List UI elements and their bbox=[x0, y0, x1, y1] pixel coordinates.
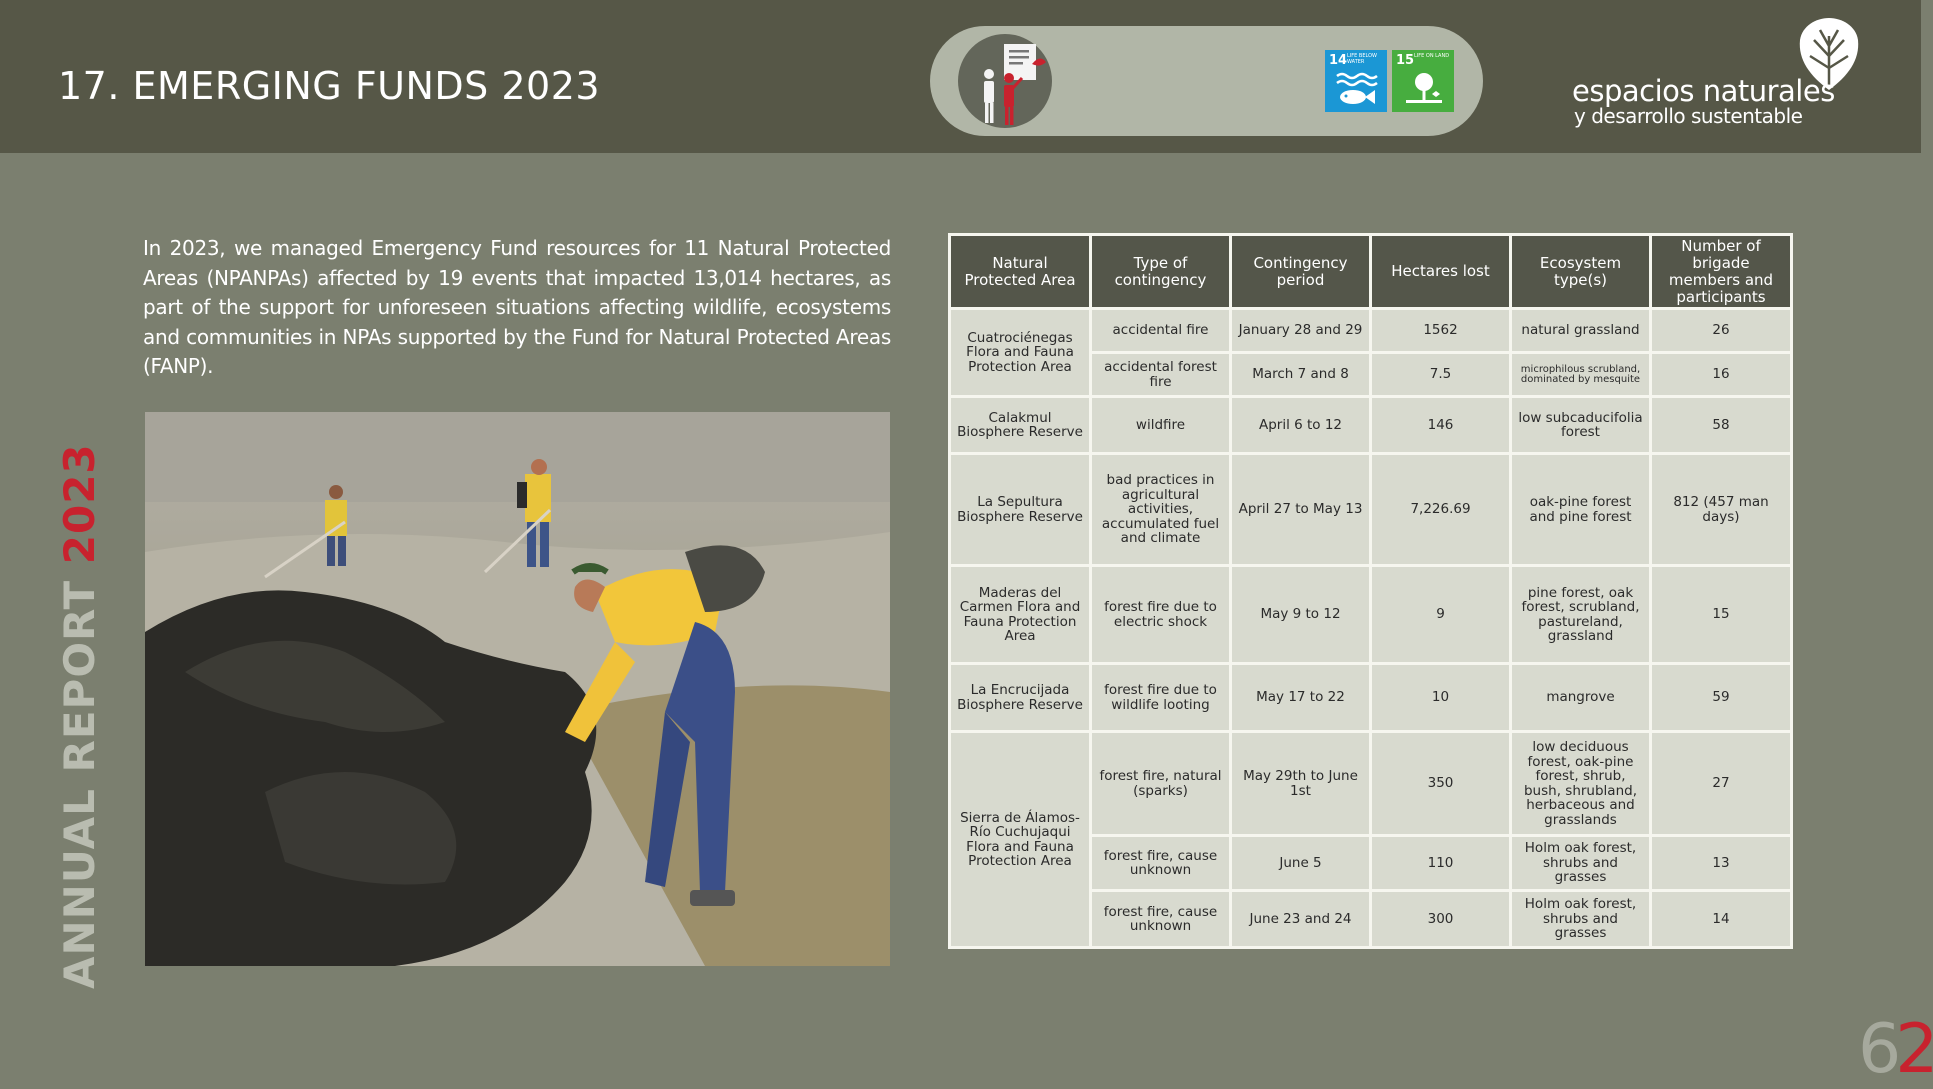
members-cell: 13 bbox=[1651, 836, 1792, 891]
annual-report-side-title bbox=[55, 443, 104, 989]
header-type: Type of contingency bbox=[1091, 235, 1231, 309]
hectares-cell: 7.5 bbox=[1371, 353, 1511, 397]
sdg-15-number: 15 bbox=[1396, 53, 1415, 68]
ecosystem-cell: microphilous scrubland, dominated by mesquite bbox=[1511, 353, 1651, 397]
ecosystem-cell: Holm oak forest, shrubs and grasses bbox=[1511, 836, 1651, 891]
type-cell: forest fire, natural (sparks) bbox=[1091, 732, 1231, 836]
ecosystem-cell: low subcaducifolia forest bbox=[1511, 397, 1651, 454]
ecosystem-cell: natural grassland bbox=[1511, 309, 1651, 353]
table-row bbox=[950, 309, 1792, 353]
type-cell: forest fire, cause unknown bbox=[1091, 891, 1231, 948]
table-header-row bbox=[950, 235, 1792, 309]
organization-logo bbox=[1572, 16, 1872, 136]
side-title-year: 2023 bbox=[55, 443, 104, 565]
members-cell: 26 bbox=[1651, 309, 1792, 353]
page-number-b: 2 bbox=[1895, 1010, 1933, 1089]
period-cell: April 6 to 12 bbox=[1231, 397, 1371, 454]
table-row bbox=[950, 732, 1792, 836]
hectares-cell: 7,226.69 bbox=[1371, 454, 1511, 566]
period-cell: May 17 to 22 bbox=[1231, 664, 1371, 732]
hectares-cell: 350 bbox=[1371, 732, 1511, 836]
sdg-14-badge bbox=[1325, 50, 1387, 112]
intro-paragraph: In 2023, we managed Emergency Fund resources for 11 Natural Protected Areas (NPANPAs) affected by 19 events that impacted 13,014 hectares, as part of the support for unforeseen situations affecting wildlife, ecosystems and communities in NPAs supported by the Fund for Natural Protected Areas (FANP). bbox=[143, 236, 891, 378]
ecosystem-cell: low deciduous forest, oak-pine forest, shrub, bush, shrubland, herbaceous and grasslands bbox=[1511, 732, 1651, 836]
hectares-cell: 1562 bbox=[1371, 309, 1511, 353]
period-cell: June 23 and 24 bbox=[1231, 891, 1371, 948]
area-cell: Calakmul Biosphere Reserve bbox=[950, 397, 1091, 454]
type-cell: accidental forest fire bbox=[1091, 353, 1231, 397]
page-number-a: 6 bbox=[1858, 1010, 1896, 1089]
type-cell: bad practices in agricultural activities, accumulated fuel and climate bbox=[1091, 454, 1231, 566]
page-title: 17. EMERGING FUNDS 2023 bbox=[58, 64, 601, 108]
area-cell: La Encrucijada Biosphere Reserve bbox=[950, 664, 1091, 732]
sdg-15-badge bbox=[1392, 50, 1454, 112]
members-cell: 14 bbox=[1651, 891, 1792, 948]
page-number bbox=[1858, 1010, 1933, 1089]
logo-subtitle: y desarrollo sustentable bbox=[1574, 104, 1803, 128]
members-cell: 59 bbox=[1651, 664, 1792, 732]
period-cell: June 5 bbox=[1231, 836, 1371, 891]
area-cell: Maderas del Carmen Flora and Fauna Protection Area bbox=[950, 566, 1091, 664]
sdg-14-number: 14 bbox=[1329, 53, 1348, 68]
area-cell: Cuatrociénegas Flora and Fauna Protection Area bbox=[950, 309, 1091, 397]
header-bar bbox=[0, 0, 1921, 153]
ecosystem-cell: Holm oak forest, shrubs and grasses bbox=[1511, 891, 1651, 948]
header-area: Natural Protected Area bbox=[950, 235, 1091, 309]
members-cell: 16 bbox=[1651, 353, 1792, 397]
emergency-funds-table bbox=[948, 233, 1793, 949]
members-cell: 812 (457 man days) bbox=[1651, 454, 1792, 566]
table-row bbox=[950, 397, 1792, 454]
members-cell: 27 bbox=[1651, 732, 1792, 836]
ecosystem-cell: pine forest, oak forest, scrubland, pastureland, grassland bbox=[1511, 566, 1651, 664]
period-cell: March 7 and 8 bbox=[1231, 353, 1371, 397]
sdg-14-label: LIFE BELOW WATER bbox=[1347, 53, 1377, 65]
period-cell: May 29th to June 1st bbox=[1231, 732, 1371, 836]
hectares-cell: 110 bbox=[1371, 836, 1511, 891]
type-cell: forest fire, cause unknown bbox=[1091, 836, 1231, 891]
type-cell: wildfire bbox=[1091, 397, 1231, 454]
logo-name: espacios naturales bbox=[1572, 74, 1835, 108]
header-hectares: Hectares lost bbox=[1371, 235, 1511, 309]
header-period: Contingency period bbox=[1231, 235, 1371, 309]
fish-icon bbox=[1333, 70, 1379, 108]
ecosystem-cell: mangrove bbox=[1511, 664, 1651, 732]
area-cell: Sierra de Álamos-Río Cuchujaqui Flora and Fauna Protection Area bbox=[950, 732, 1091, 948]
area-cell: La Sepultura Biosphere Reserve bbox=[950, 454, 1091, 566]
side-title-text: ANNUAL REPORT bbox=[55, 564, 104, 989]
period-cell: May 9 to 12 bbox=[1231, 566, 1371, 664]
members-cell: 58 bbox=[1651, 397, 1792, 454]
hectares-cell: 146 bbox=[1371, 397, 1511, 454]
sdg-panel bbox=[930, 26, 1483, 136]
hectares-cell: 300 bbox=[1371, 891, 1511, 948]
type-cell: accidental fire bbox=[1091, 309, 1231, 353]
members-cell: 15 bbox=[1651, 566, 1792, 664]
period-cell: January 28 and 29 bbox=[1231, 309, 1371, 353]
hectares-cell: 9 bbox=[1371, 566, 1511, 664]
ecosystem-cell: oak-pine forest and pine forest bbox=[1511, 454, 1651, 566]
table-row bbox=[950, 566, 1792, 664]
table-row bbox=[950, 454, 1792, 566]
header-members: Number of brigade members and participants bbox=[1651, 235, 1792, 309]
type-cell: forest fire due to wildlife looting bbox=[1091, 664, 1231, 732]
tree-icon bbox=[1402, 70, 1446, 108]
table-row bbox=[950, 664, 1792, 732]
period-cell: April 27 to May 13 bbox=[1231, 454, 1371, 566]
header-ecosystem: Ecosystem type(s) bbox=[1511, 235, 1651, 309]
presentation-icon bbox=[958, 34, 1052, 128]
firefighters-photo bbox=[145, 412, 890, 966]
hectares-cell: 10 bbox=[1371, 664, 1511, 732]
sdg-15-label: LIFE ON LAND bbox=[1414, 53, 1450, 59]
type-cell: forest fire due to electric shock bbox=[1091, 566, 1231, 664]
